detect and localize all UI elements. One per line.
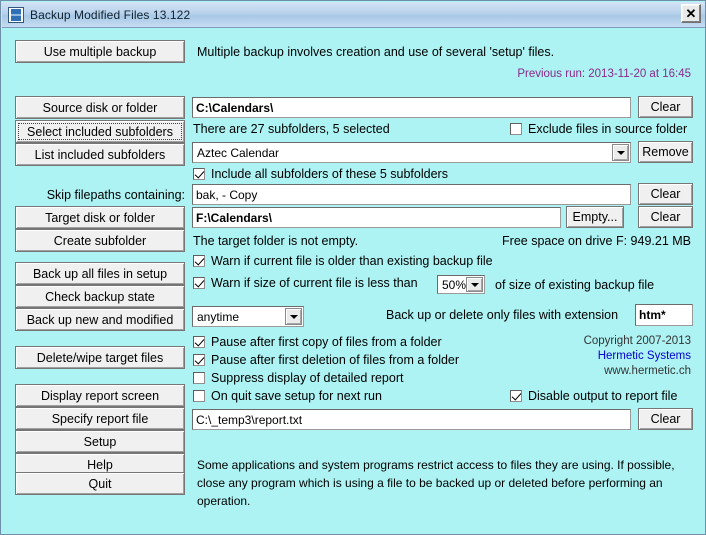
help-label: Help — [87, 457, 113, 472]
report-file-input[interactable]: C:\_temp3\report.txt — [192, 409, 631, 430]
skip-clear-label: Clear — [650, 187, 681, 201]
footer-note: Some applications and system programs restrict access to files they are using. If possible, close any program which is using a file to be backed up or deleted before performing an operation. — [197, 458, 675, 508]
warn-size-checkbox[interactable] — [193, 276, 418, 290]
use-multiple-backup-label: Use multiple backup — [43, 44, 157, 59]
copyright-label: Copyright 2007-2013 — [583, 335, 691, 347]
backup-all-files-button[interactable] — [15, 262, 185, 285]
chevron-down-icon[interactable] — [466, 277, 483, 292]
select-subfolders-label: Select included subfolders — [27, 124, 173, 139]
target-clear-label: Clear — [650, 210, 681, 224]
window-title: Backup Modified Files 13.122 — [30, 7, 191, 22]
empty-button-label: Empty... — [572, 210, 618, 224]
source-clear-label: Clear — [650, 100, 681, 114]
backup-new-label: Back up new and modified — [26, 312, 174, 327]
close-button[interactable]: ✕ — [681, 4, 701, 23]
select-included-subfolders-button[interactable] — [15, 120, 185, 143]
disable-report-output-label: Disable output to report file — [528, 389, 678, 403]
checkbox-box — [510, 123, 522, 135]
include-all-subfolders-label: Include all subfolders of these 5 subfolders — [211, 167, 448, 181]
pause-after-delete-label: Pause after first deletion of files from a folder — [211, 353, 460, 367]
skip-filepaths-input[interactable]: bak, - Copy — [192, 184, 631, 205]
include-all-subfolders-checkbox[interactable] — [193, 167, 448, 181]
warn-size-label-a: Warn if size of current file is less than — [211, 276, 418, 290]
disable-report-output-checkbox[interactable] — [510, 389, 677, 403]
size-percent-value: 50% — [442, 277, 466, 292]
title-bar — [2, 2, 706, 28]
quit-label: Quit — [88, 476, 112, 491]
target-clear-button[interactable] — [638, 206, 693, 228]
company-link[interactable]: Hermetic Systems — [597, 350, 691, 362]
website-label: www.hermetic.ch — [604, 365, 691, 377]
target-button-label: Target disk or folder — [45, 210, 155, 225]
create-subfolder-label: Create subfolder — [53, 233, 147, 248]
checkbox-box — [510, 390, 522, 402]
checkbox-box — [193, 354, 205, 366]
suppress-detailed-report-label: Suppress display of detailed report — [211, 371, 404, 385]
warn-older-file-label: Warn if current file is older than existing backup file — [211, 254, 493, 268]
extension-filter-label: Back up or delete only files with extension — [386, 308, 619, 322]
backup-new-and-modified-button[interactable] — [15, 308, 185, 331]
checkbox-box — [193, 372, 205, 384]
previous-run-label: Previous run: 2013-11-20 at 16:45 — [517, 68, 691, 80]
create-subfolder-button[interactable] — [15, 229, 185, 252]
size-percent-combobox[interactable] — [437, 275, 485, 294]
exclude-source-files-label: Exclude files in source folder — [528, 122, 688, 136]
use-multiple-backup-button[interactable] — [15, 40, 185, 63]
subfolder-count-label: There are 27 subfolders, 5 selected — [193, 122, 390, 136]
pause-after-delete-checkbox[interactable] — [193, 353, 459, 367]
check-state-label: Check backup state — [45, 289, 155, 304]
empty-target-button[interactable] — [566, 206, 624, 228]
backup-all-label: Back up all files in setup — [32, 266, 168, 281]
specify-report-file-button[interactable] — [15, 407, 185, 430]
setup-label: Setup — [83, 434, 117, 449]
extension-input[interactable]: htm* — [635, 304, 693, 326]
setup-button[interactable] — [15, 430, 185, 453]
checkbox-box — [193, 168, 205, 180]
checkbox-box — [193, 277, 205, 289]
floppy-disk-icon — [8, 7, 24, 23]
list-included-subfolders-button[interactable] — [15, 143, 185, 166]
chevron-down-icon[interactable] — [285, 308, 302, 325]
skip-clear-button[interactable] — [638, 183, 693, 205]
skip-filepaths-label: Skip filepaths containing: — [46, 188, 185, 202]
pause-after-copy-checkbox[interactable] — [193, 335, 442, 349]
free-space-label: Free space on drive F: 949.21 MB — [502, 234, 691, 248]
specify-report-label: Specify report file — [51, 411, 149, 426]
source-path-input[interactable]: C:\Calendars\ — [192, 97, 631, 118]
source-clear-button[interactable] — [638, 96, 693, 118]
source-disk-or-folder-button[interactable] — [15, 96, 185, 119]
save-setup-on-quit-label: On quit save setup for next run — [211, 389, 382, 403]
remove-subfolder-button[interactable] — [638, 141, 693, 163]
time-filter-combobox[interactable] — [192, 306, 304, 327]
selected-subfolder-value: Aztec Calendar — [197, 145, 280, 160]
source-button-label: Source disk or folder — [42, 100, 158, 115]
save-setup-on-quit-checkbox[interactable] — [193, 389, 382, 403]
delete-wipe-target-files-button[interactable] — [15, 346, 185, 369]
display-report-screen-button[interactable] — [15, 384, 185, 407]
warn-older-file-checkbox[interactable] — [193, 254, 493, 268]
time-filter-value: anytime — [197, 309, 240, 324]
display-report-label: Display report screen — [40, 388, 160, 403]
target-disk-or-folder-button[interactable] — [15, 206, 185, 229]
target-status-label: The target folder is not empty. — [193, 234, 359, 248]
checkbox-box — [193, 255, 205, 267]
multiple-backup-description: Multiple backup involves creation and use of several 'setup' files. — [197, 45, 555, 59]
quit-button[interactable] — [15, 472, 185, 495]
remove-button-label: Remove — [642, 145, 689, 159]
check-backup-state-button[interactable] — [15, 285, 185, 308]
report-clear-button[interactable] — [638, 408, 693, 430]
exclude-source-files-checkbox[interactable] — [510, 122, 687, 136]
warn-size-label-b: of size of existing backup file — [495, 278, 655, 292]
report-clear-label: Clear — [650, 412, 681, 426]
pause-after-copy-label: Pause after first copy of files from a folder — [211, 335, 442, 349]
list-subfolders-label: List included subfolders — [34, 147, 166, 162]
checkbox-box — [193, 336, 205, 348]
suppress-detailed-report-checkbox[interactable] — [193, 371, 403, 385]
delete-wipe-label: Delete/wipe target files — [36, 350, 164, 365]
chevron-down-icon[interactable] — [612, 144, 629, 161]
target-path-input[interactable]: F:\Calendars\ — [192, 207, 561, 228]
selected-subfolder-combobox[interactable] — [192, 142, 631, 163]
checkbox-box — [193, 390, 205, 402]
